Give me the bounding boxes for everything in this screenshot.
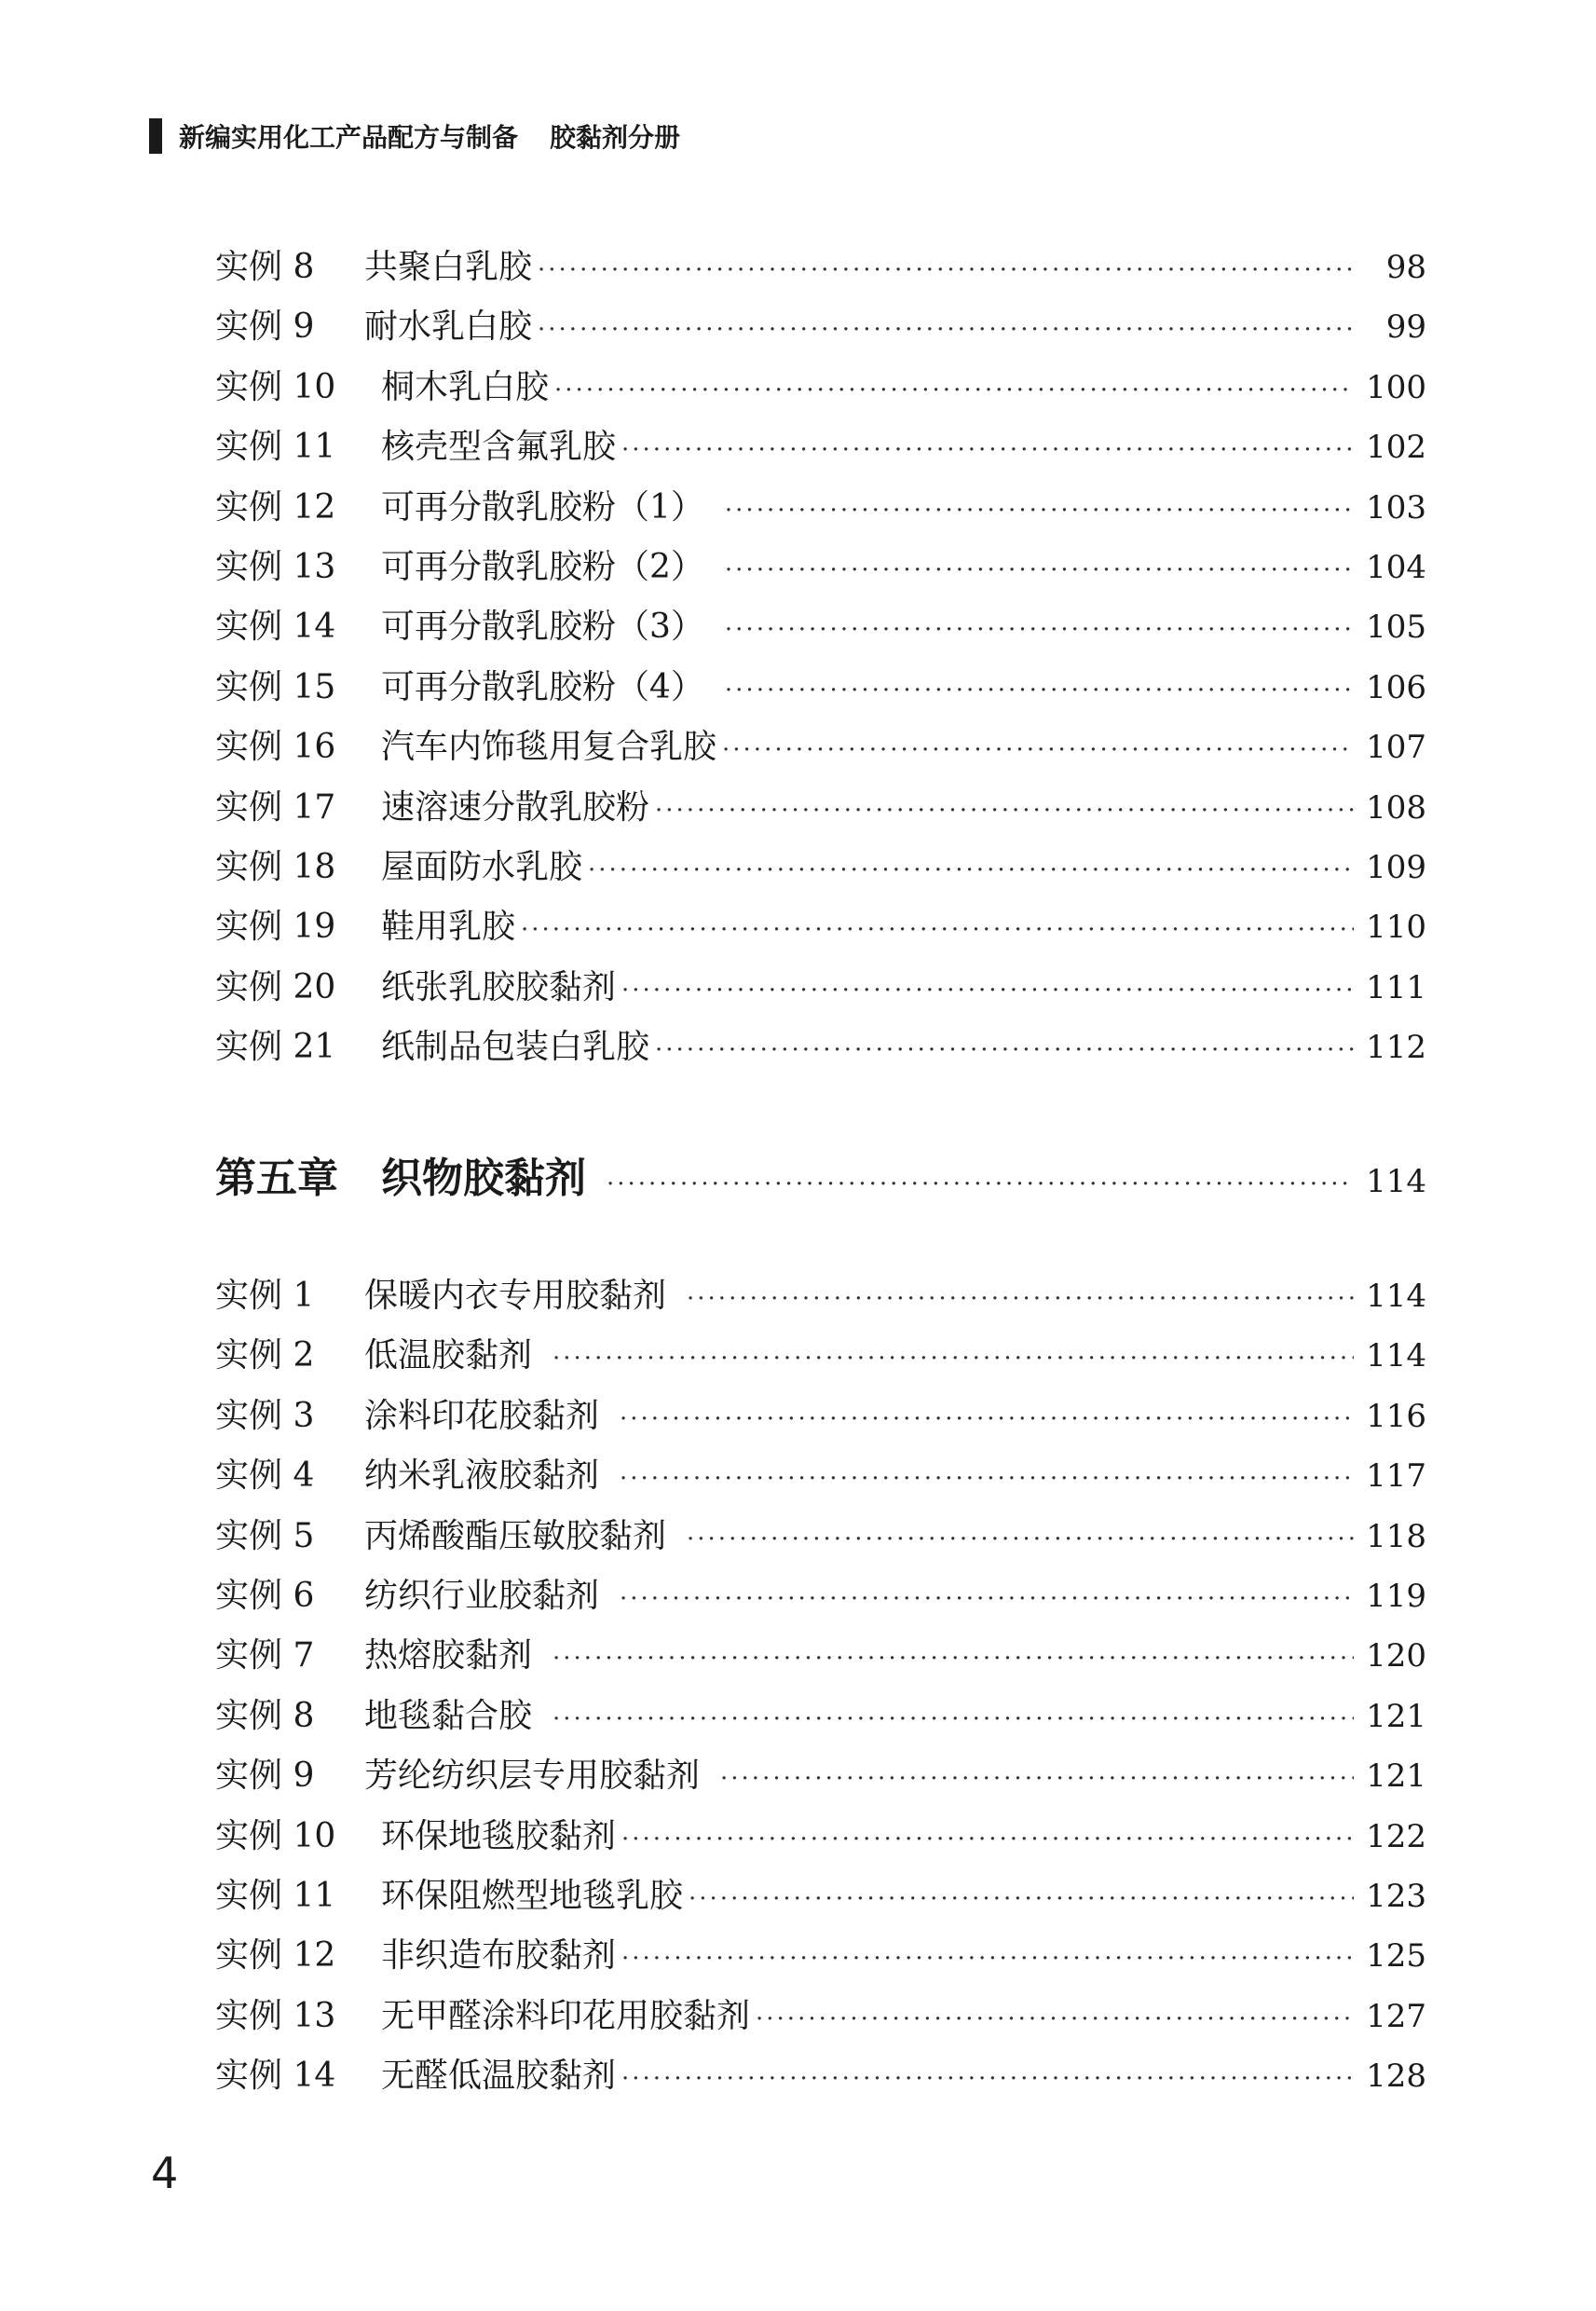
toc-entry-page: 114 [1366, 1337, 1426, 1375]
toc-entry-page: 105 [1366, 609, 1426, 647]
toc-entry-page: 122 [1366, 1817, 1426, 1855]
toc-entry-label: 实例 19 [215, 908, 336, 947]
dot-leader [725, 677, 1354, 704]
toc-entry[interactable] [215, 720, 1426, 780]
dot-leader [620, 1585, 1354, 1613]
running-header [149, 117, 680, 155]
toc-entry-page: 111 [1366, 968, 1426, 1006]
toc-entry-title: 保暖内衣专用胶黏剂 [364, 1277, 667, 1315]
toc-entry-title: 地毯黏合胶 [364, 1696, 533, 1735]
toc-entry-title: 纺织行业胶黏剂 [364, 1576, 600, 1615]
toc-entry-title: 桐木乳白胶 [381, 367, 550, 406]
toc-entry-label: 实例 5 [215, 1516, 315, 1555]
chapter-heading[interactable] [215, 1144, 1426, 1204]
toc-entry-label: 实例 15 [215, 667, 336, 706]
toc-section-chapter-five [215, 1269, 1426, 2109]
toc-entry-page: 125 [1366, 1937, 1426, 1976]
toc-entry[interactable] [215, 961, 1426, 1020]
toc-entry[interactable] [215, 1990, 1426, 2049]
toc-entry[interactable] [215, 540, 1426, 600]
toc-entry-title: 可再分散乳胶粉（3） [381, 608, 704, 647]
toc-entry[interactable] [215, 481, 1426, 540]
toc-entry-page: 106 [1366, 668, 1426, 706]
toc-entry[interactable] [215, 781, 1426, 841]
toc-entry[interactable] [215, 1810, 1426, 1869]
toc-entry-title: 无醛低温胶黏剂 [381, 2057, 617, 2096]
toc-entry-label: 实例 16 [215, 728, 336, 767]
toc-entry-page: 118 [1366, 1517, 1426, 1555]
toc-entry-label: 实例 13 [215, 1996, 336, 2035]
dot-leader [687, 1525, 1354, 1553]
toc-entry-page: 116 [1366, 1397, 1426, 1435]
dot-leader [552, 1645, 1354, 1673]
chapter-number: 第五章 [215, 1155, 338, 1202]
toc-entry[interactable] [215, 1329, 1426, 1388]
toc-entry-page: 127 [1366, 1997, 1426, 2035]
toc-entry-page: 121 [1366, 1757, 1426, 1796]
toc-entry-page: 120 [1366, 1637, 1426, 1675]
toc-entry-title: 丙烯酸酯压敏胶黏剂 [364, 1516, 667, 1555]
toc-entry-title: 速溶速分散乳胶粉 [381, 787, 650, 827]
dot-leader [588, 856, 1354, 884]
toc-entry-label: 实例 11 [215, 1876, 336, 1915]
toc-entry-title: 纸制品包装白乳胶 [381, 1028, 650, 1067]
toc-entry-page: 112 [1366, 1029, 1426, 1067]
toc-entry-title: 鞋用乳胶 [381, 908, 516, 947]
toc-entry[interactable] [215, 1749, 1426, 1809]
toc-entry-page: 123 [1366, 1877, 1426, 1915]
dot-leader [620, 1405, 1354, 1433]
toc-entry-page: 121 [1366, 1697, 1426, 1735]
dot-leader [621, 977, 1354, 1005]
toc-entry-title: 无甲醛涂料印花用胶黏剂 [381, 1996, 751, 2035]
toc-entry-label: 实例 21 [215, 1028, 336, 1067]
toc-entry-page: 107 [1366, 729, 1426, 767]
dot-leader [621, 1826, 1354, 1853]
toc-entry-label: 实例 9 [215, 1757, 315, 1796]
toc-entry-page: 99 [1385, 308, 1426, 347]
toc-entry-title: 可再分散乳胶粉（4） [381, 667, 704, 706]
dot-leader [621, 436, 1354, 464]
toc-entry-title: 热熔胶黏剂 [364, 1636, 533, 1675]
toc-entry[interactable] [215, 1869, 1426, 1929]
toc-entry-title: 纸张乳胶胶黏剂 [381, 967, 617, 1006]
toc-entry-label: 实例 2 [215, 1336, 315, 1375]
toc-entry-title: 涂料印花胶黏剂 [364, 1396, 600, 1435]
toc-entry[interactable] [215, 1929, 1426, 1989]
dot-leader [538, 256, 1354, 284]
dot-leader [689, 1885, 1354, 1913]
toc-entry-page: 103 [1366, 488, 1426, 526]
toc-entry-label: 实例 14 [215, 2057, 336, 2096]
dot-leader [725, 616, 1354, 644]
toc-entry-label: 实例 9 [215, 308, 315, 347]
toc-entry-label: 实例 13 [215, 547, 336, 586]
volume-title: 胶黏剂分册 [550, 122, 681, 153]
dot-leader [655, 797, 1354, 825]
dot-leader [538, 316, 1354, 344]
toc-entry-label: 实例 3 [215, 1396, 315, 1435]
toc-entry-label: 实例 7 [215, 1636, 315, 1675]
toc-entry[interactable] [215, 1510, 1426, 1569]
dot-leader [687, 1285, 1354, 1313]
toc-entry-title: 耐水乳白胶 [364, 308, 533, 347]
toc-entry-label: 实例 8 [215, 248, 315, 286]
toc-entry[interactable] [215, 900, 1426, 960]
dot-leader [552, 1345, 1354, 1373]
toc-entry[interactable] [215, 661, 1426, 720]
toc-entry-title: 核壳型含氟乳胶 [381, 428, 617, 467]
toc-entry-page: 108 [1366, 788, 1426, 827]
toc-entry-page: 100 [1366, 368, 1426, 406]
toc-entry[interactable] [215, 361, 1426, 420]
header-bar-mark [149, 118, 162, 154]
toc-entry-title: 环保阻燃型地毯乳胶 [381, 1876, 684, 1915]
toc-entry-page: 98 [1385, 249, 1426, 286]
toc-entry-label: 实例 20 [215, 967, 336, 1006]
toc-entry[interactable] [215, 1389, 1426, 1449]
toc-entry-title: 环保地毯胶黏剂 [381, 1816, 617, 1855]
toc-entry-title: 低温胶黏剂 [364, 1336, 533, 1375]
dot-leader [720, 1765, 1354, 1793]
toc-entry-label: 实例 10 [215, 1816, 336, 1855]
toc-entry-label: 实例 12 [215, 487, 336, 526]
toc-entry-label: 实例 10 [215, 367, 336, 406]
page-number: 4 [151, 2148, 179, 2198]
toc-entry-page: 114 [1366, 1278, 1426, 1315]
dot-leader [621, 2065, 1354, 2093]
toc-entry-title: 共聚白乳胶 [364, 248, 533, 286]
dot-leader [554, 376, 1354, 404]
toc-entry-label: 实例 12 [215, 1936, 336, 1976]
chapter-page: 114 [1366, 1163, 1426, 1200]
toc-entry-label: 实例 11 [215, 428, 336, 467]
dot-leader [725, 497, 1354, 525]
dot-leader [552, 1705, 1354, 1733]
toc-entry[interactable] [215, 300, 1426, 360]
toc-entry-page: 128 [1366, 2058, 1426, 2096]
chapter-heading-block [215, 1144, 1426, 1204]
toc-entry[interactable] [215, 2049, 1426, 2109]
toc-entry-label: 实例 14 [215, 608, 336, 647]
toc-entry-title: 芳纶纺织层专用胶黏剂 [364, 1757, 701, 1796]
book-title: 新编实用化工产品配方与制备 [179, 122, 519, 153]
toc-entry-page: 119 [1366, 1577, 1426, 1615]
toc-entry-label: 实例 1 [215, 1277, 315, 1315]
dot-leader [521, 916, 1354, 944]
toc-entry[interactable] [215, 600, 1426, 660]
toc-entry-label: 实例 6 [215, 1576, 315, 1615]
toc-entry-title: 可再分散乳胶粉（2） [381, 547, 704, 586]
toc-entry[interactable] [215, 1449, 1426, 1509]
toc-entry-page: 117 [1366, 1457, 1426, 1496]
toc-entry-label: 实例 17 [215, 787, 336, 827]
chapter-title: 织物胶黏剂 [381, 1155, 586, 1202]
toc-entry-title: 纳米乳液胶黏剂 [364, 1456, 600, 1496]
toc-entry-label: 实例 4 [215, 1456, 315, 1496]
toc-entry-label: 实例 8 [215, 1696, 315, 1735]
dot-leader [607, 1170, 1354, 1198]
toc-entry-label: 实例 18 [215, 847, 336, 886]
toc-entry-page: 104 [1366, 548, 1426, 586]
toc-entry[interactable] [215, 240, 1426, 300]
toc-entry-page: 109 [1366, 848, 1426, 886]
toc-entry[interactable] [215, 1269, 1426, 1329]
toc-section-previous-chapter [215, 240, 1426, 1080]
toc-entry-page: 110 [1366, 909, 1426, 947]
dot-leader [725, 556, 1354, 584]
dot-leader [621, 1945, 1354, 1973]
toc-entry[interactable] [215, 1020, 1426, 1080]
toc-entry-page: 102 [1366, 429, 1426, 467]
toc-entry[interactable] [215, 420, 1426, 480]
toc-entry-title: 汽车内饰毯用复合乳胶 [381, 728, 717, 767]
toc-entry[interactable] [215, 1569, 1426, 1629]
dot-leader [722, 736, 1354, 764]
toc-entry[interactable] [215, 841, 1426, 900]
toc-entry[interactable] [215, 1689, 1426, 1749]
dot-leader [655, 1036, 1354, 1064]
dot-leader [756, 2005, 1354, 2033]
toc-entry-title: 可再分散乳胶粉（1） [381, 487, 704, 526]
toc-entry[interactable] [215, 1629, 1426, 1689]
toc-entry-title: 非织造布胶黏剂 [381, 1936, 617, 1976]
dot-leader [620, 1465, 1354, 1493]
toc-entry-title: 屋面防水乳胶 [381, 847, 583, 886]
